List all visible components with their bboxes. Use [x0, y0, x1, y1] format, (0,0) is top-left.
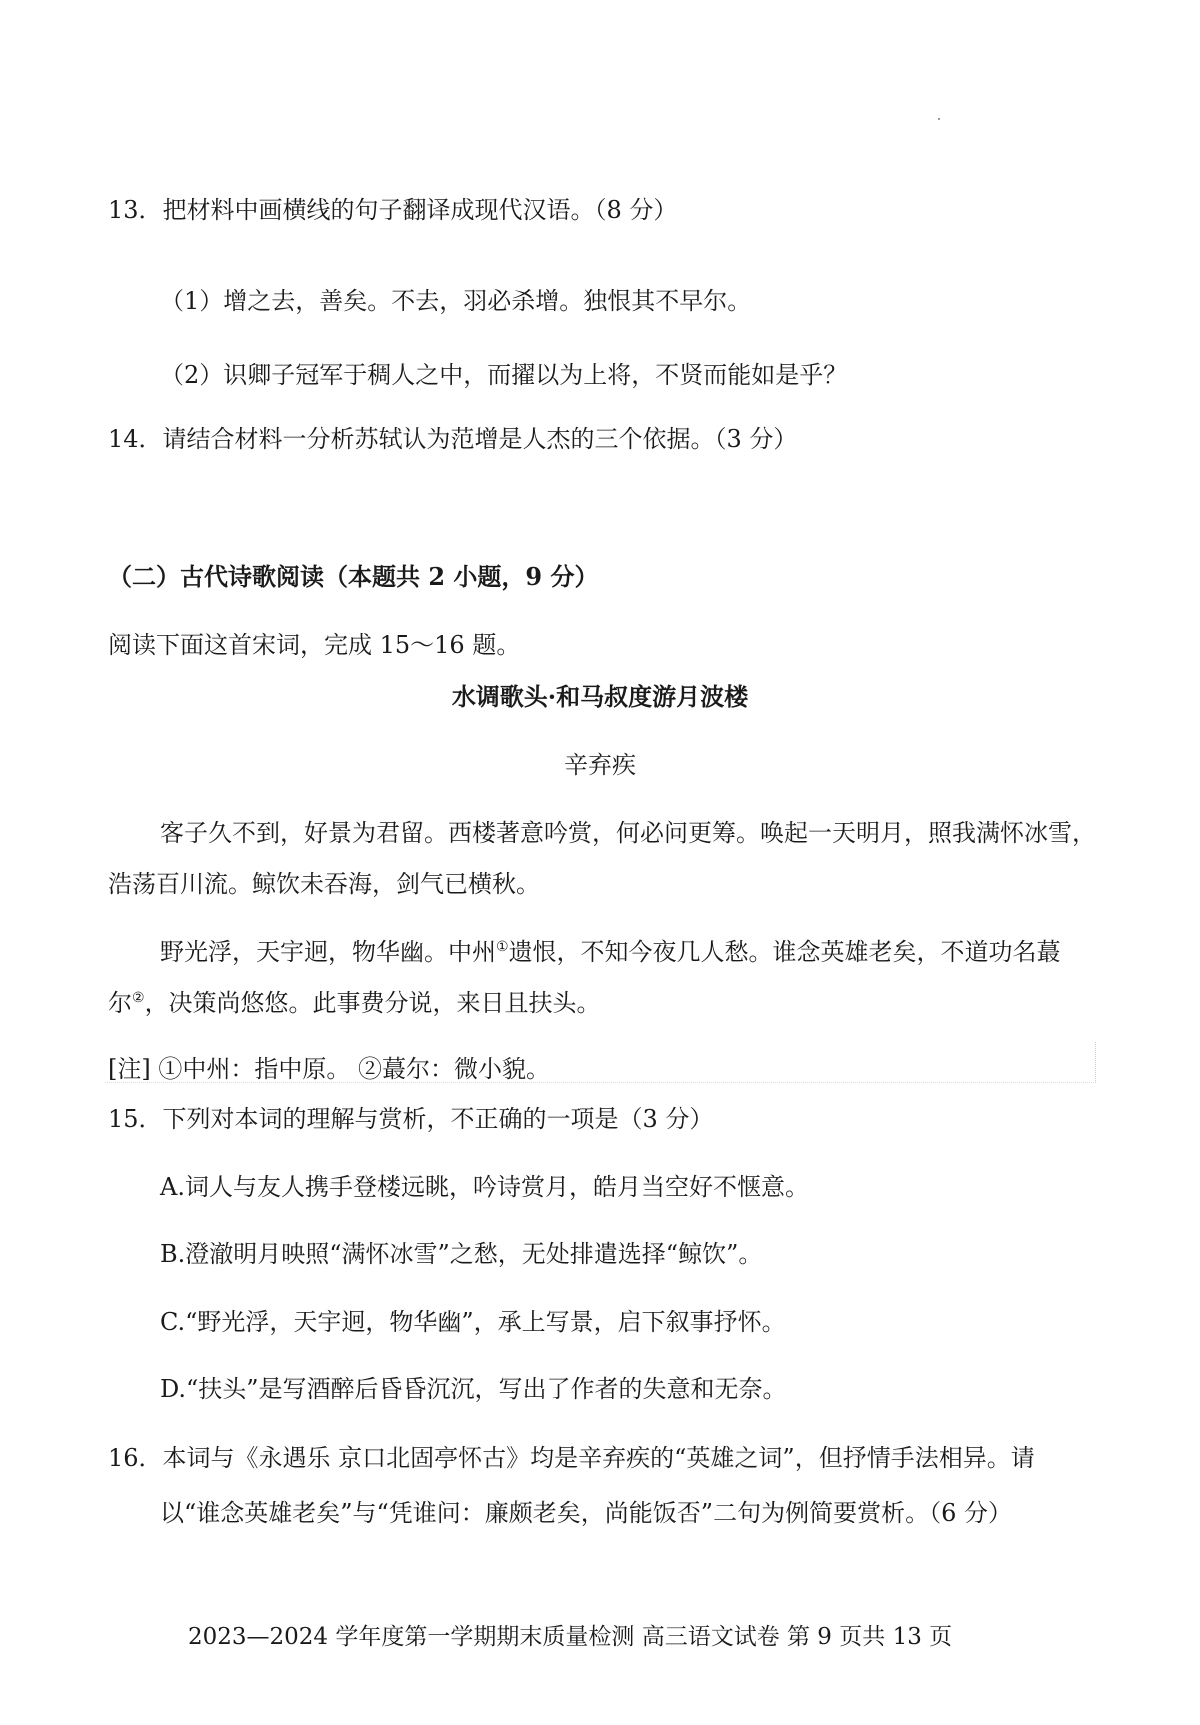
q14-stem: 14．请结合材料一分析苏轼认为范增是人杰的三个依据。（3 分）: [108, 425, 798, 453]
poem-note: [注] ①中州：指中原。 ②蕞尔：微小貌。: [108, 1055, 550, 1083]
q15-option-c: C.“野光浮，天宇迥，物华幽”，承上写景，启下叙事抒怀。: [160, 1308, 786, 1336]
poem-author: 辛弃疾: [564, 751, 636, 779]
footnote-ref-1: ①: [496, 939, 509, 955]
poem-title: 水调歌头·和马叔度游月波楼: [451, 682, 749, 711]
q15-option-a: A.词人与友人携手登楼远眺，吟诗赏月，皓月当空好不惬意。: [160, 1173, 809, 1201]
q13-stem: 13．把材料中画横线的句子翻译成现代汉语。（8 分）: [108, 196, 678, 224]
q15-stem: 15．下列对本词的理解与赏析，不正确的一项是（3 分）: [108, 1105, 714, 1133]
poem-p1-line1: 客子久不到，好景为君留。西楼著意吟赏，何必问更筹。唤起一天明月，照我满怀冰雪，: [160, 819, 1096, 847]
poem-p2-line1-a: 野光浮，天宇迥，物华幽。中州: [160, 938, 496, 966]
poem-p2-line1: [160, 935, 1061, 969]
page-footer: 2023—2024 学年度第一学期期末质量检测 高三语文试卷 第 9 页共 13 页: [188, 1624, 953, 1650]
footnote-ref-2: ②: [132, 990, 145, 1006]
q16-line1: 16．本词与《永遇乐 京口北固亭怀古》均是辛弃疾的“英雄之词”，但抒情手法相异。请: [108, 1444, 1035, 1472]
q15-option-d: D.“扶头”是写酒醉后昏昏沉沉，写出了作者的失意和无奈。: [160, 1375, 787, 1403]
poem-p2-line2-b: ，决策尚悠悠。此事费分说，来日且扶头。: [144, 989, 601, 1017]
q15-option-b: B.澄澈明月映照“满怀冰雪”之愁，无处排遣选择“鲸饮”。: [160, 1240, 763, 1268]
section2-heading: （二）古代诗歌阅读（本题共 2 小题，9 分）: [108, 562, 599, 591]
poem-p2-line1-b: 遗恨，不知今夜几人愁。谁念英雄老矣，不道功名蕞: [508, 938, 1061, 966]
poem-p2-line2-a: 尔: [108, 989, 132, 1017]
q16-line2: 以“谁念英雄老矣”与“凭谁问：廉颇老矣，尚能饭否”二句为例简要赏析。（6 分）: [160, 1499, 1012, 1527]
poem-p1-line2: 浩荡百川流。鲸饮未吞海，剑气已横秋。: [108, 870, 540, 898]
scan-speck: [938, 118, 940, 120]
section2-instruction: 阅读下面这首宋词，完成 15～16 题。: [108, 631, 521, 659]
poem-p2-line2: [108, 986, 601, 1020]
q13-item-1: （1）增之去，善矣。不去，羽必杀增。独恨其不早尔。: [160, 287, 752, 315]
q13-item-2: （2）识卿子冠军于稠人之中，而擢以为上将，不贤而能如是乎？: [160, 361, 848, 389]
